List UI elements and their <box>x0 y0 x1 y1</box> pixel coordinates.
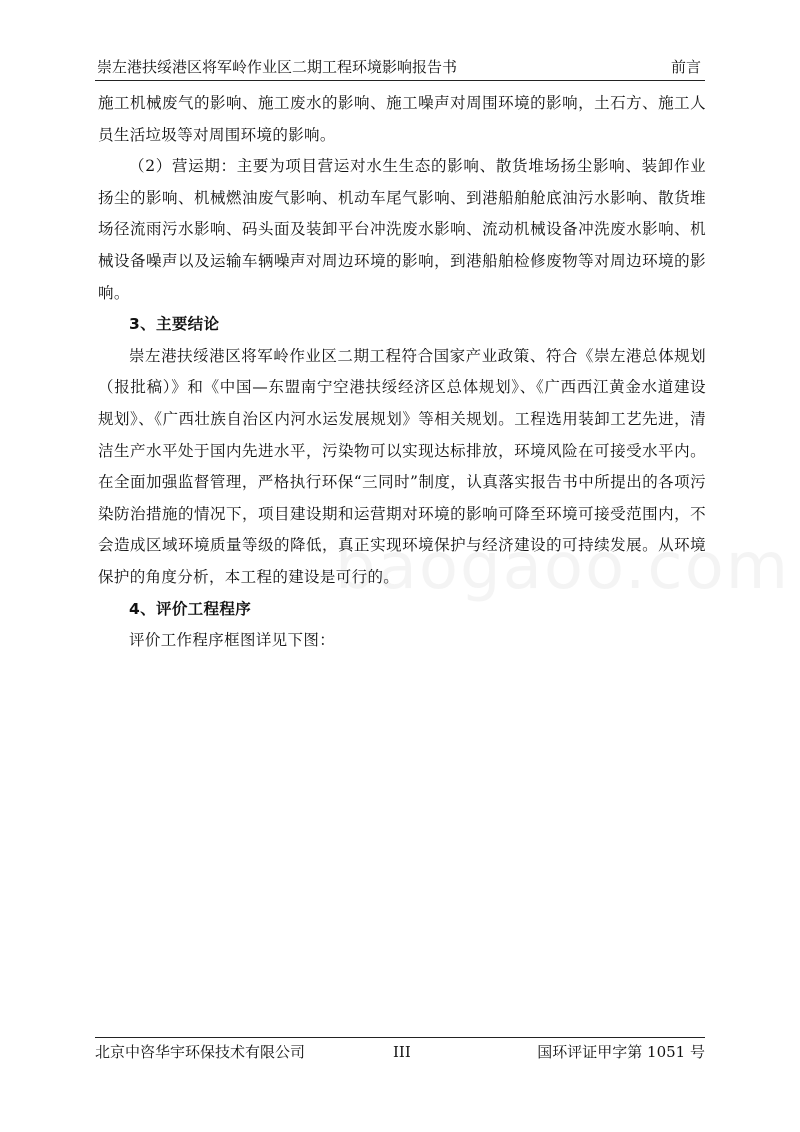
footer-rule <box>95 1037 705 1038</box>
footer-certificate: 国环评证甲字第 1051 号 <box>537 1043 705 1061</box>
footer-company: 北京中咨华宇环保技术有限公司 <box>95 1043 306 1061</box>
document-title: 崇左港扶绥港区将军岭作业区二期工程环境影响报告书 <box>97 58 458 76</box>
paragraph-conclusions: 崇左港扶绥港区将军岭作业区二期工程符合国家产业政策、符合《崇左港总体规划（报批稿）》和《中国—东盟南宁空港扶绥经济区总体规划》、《广西西江黄金水道建设规划》、《广西壮族自治区内河水运发展规划》等相关规划。工程选用装卸工艺先进，清洁生产水平处于国内先进水平，污染物可以实现达标排放，环境风险在可接受水平内。在全面加强监督管理，严格执行环保“三同时”制度，认真落实报告书中所提出的各项污染防治措施的情况下，项目建设期和运营期对环境的影响可降至环境可接受范围内，不会造成区域环境质量等级的降低，真正实现环境保护与经济建设的可持续发展。从环境保护的角度分析，本工程的建设是可行的。 <box>98 346 706 586</box>
header-rule <box>95 80 705 81</box>
heading-evaluation-procedure: 4、评价工程程序 <box>129 599 252 618</box>
page-body <box>98 88 706 657</box>
page-header <box>95 54 705 80</box>
paragraph-operation-impacts: （2）营运期：主要为项目营运对水生生态的影响、散货堆场扬尘影响、装卸作业扬尘的影响、机械燃油废气影响、机动车尾气影响、到港船舶舱底油污水影响、散货堆场径流雨污水影响、码头面及装卸平台冲洗废水影响、流动机械设备冲洗废水影响、机械设备噪声以及运输车辆噪声对周边环境的影响，到港船舶检修废物等对周边环境的影响。 <box>98 157 706 302</box>
section-label: 前言 <box>670 58 701 76</box>
page-number: III <box>393 1043 411 1061</box>
paragraph-construction-impacts: 施工机械废气的影响、施工废水的影响、施工噪声对周围环境的影响，土石方、施工人员生活垃圾等对周围环境的影响。 <box>98 94 706 144</box>
paragraph-procedure-note: 评价工作程序框图详见下图： <box>129 631 336 650</box>
page-footer <box>95 1040 705 1064</box>
heading-main-conclusions: 3、主要结论 <box>129 315 220 334</box>
